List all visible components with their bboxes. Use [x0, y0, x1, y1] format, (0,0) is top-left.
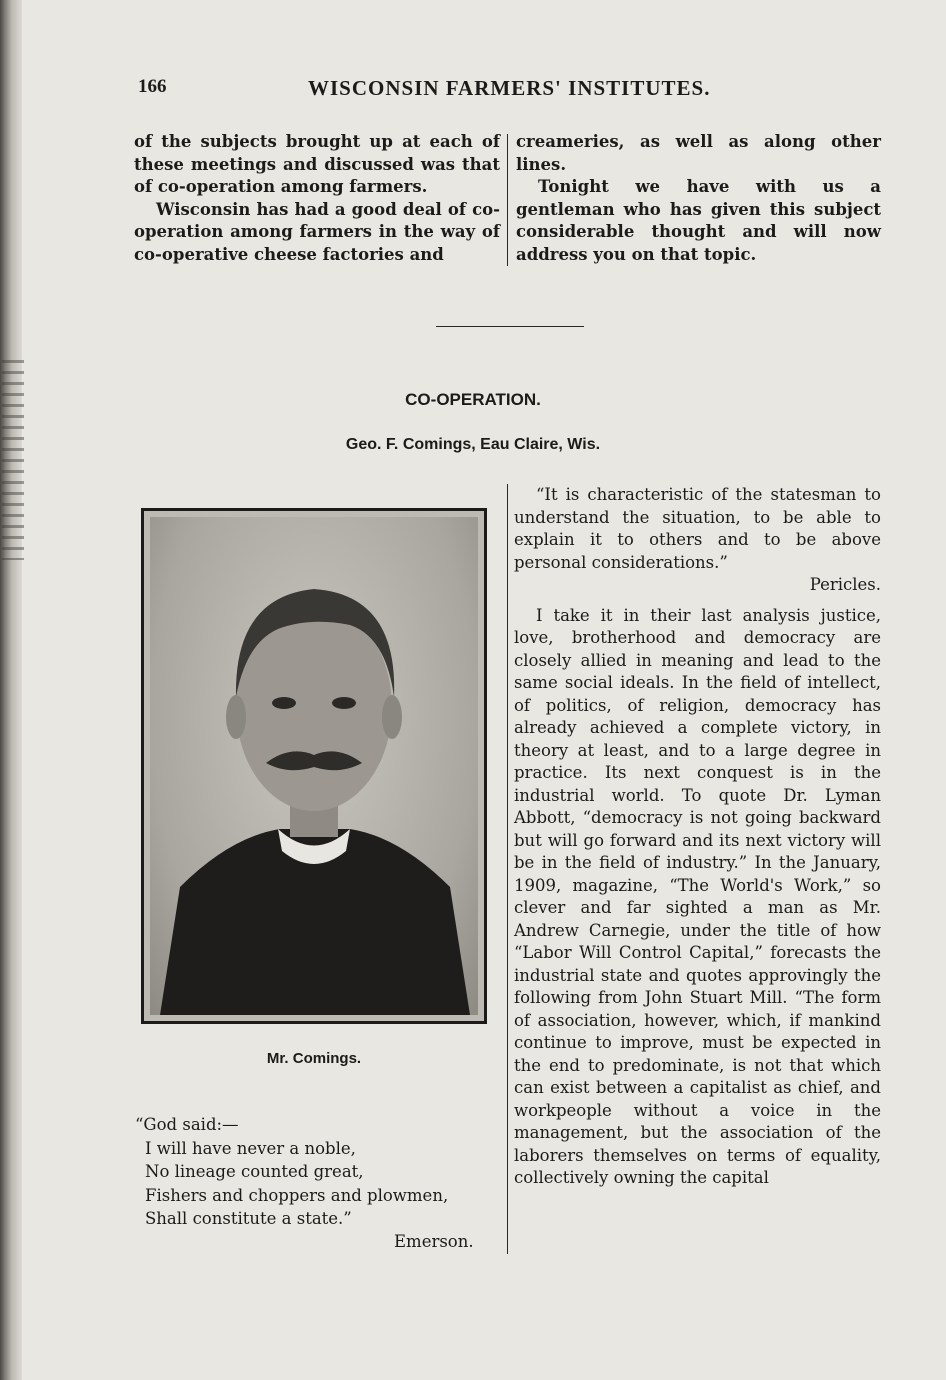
poem-line: I will have never a noble, — [145, 1138, 356, 1158]
epigraph-attribution: Pericles. — [809, 575, 881, 594]
portrait-caption: Mr. Comings. — [266, 1050, 362, 1067]
intro-right-para-2: Tonight we have with us a gentleman who has given this subject considerable thought and will now address you on that topic. — [516, 177, 881, 264]
body-paragraph: I take it in their last analysis justice, love, brotherhood and democracy are closely allied in meaning and lead to the same social ideals. In the field of intellect, of politics, of religion, democracy has already achieved a complete victory, in theory at least, and to a large degree in practice. Its next conquest is in the industrial world. To quote Dr. Lyman Abbott, “democracy is not going backward but will go forward and its next victory will be in the field of industry.” In the January, 1909, magazine, “The World's Work,” so clever and far sighted a man as Mr. Andrew Carnegie, under the title of how “Labor Will Control Capital,” forecasts the industrial state and quotes approvingly the following from John Stuart Mill. “The form of association, however, which, if mankind continue to improve, must be expected in the end to predominate, is not that which can exist between a capitalist as chief, and workpeople without a voice in the management, but the association of the laborers themselves on terms of equality, collectively owning the capital — [514, 605, 881, 1187]
poem-line: “God said:— — [135, 1115, 239, 1134]
poem-line: Fishers and choppers and plowmen, — [145, 1185, 449, 1205]
page-edge — [0, 0, 22, 1380]
intro-left-column — [134, 131, 500, 266]
portrait-photo — [141, 508, 487, 1024]
article-right-column — [514, 484, 881, 1190]
intro-left-para-2: Wisconsin has had a good deal of co-operation among farmers in the way of co-operative cheese factories and — [134, 199, 500, 264]
poem-line: Shall constitute a state.” — [145, 1209, 352, 1228]
portrait-illustration — [150, 517, 478, 1015]
page-number: 166 — [138, 76, 167, 97]
intro-right-para-1: creameries, as well as along other lines. — [516, 132, 881, 174]
running-title: WISCONSIN FARMERS' INSTITUTES. — [308, 76, 711, 100]
intro-left-para-1: of the subjects brought up at each of these meetings and discussed was that of co-operation among farmers. — [134, 132, 500, 196]
intro-right-column — [516, 131, 881, 266]
poem-attribution: Emerson. — [394, 1232, 474, 1251]
article-column-divider — [507, 484, 508, 1254]
intro-column-divider — [507, 134, 508, 266]
section-divider — [436, 326, 584, 327]
poem-line: No lineage counted great, — [145, 1162, 364, 1181]
epigraph-text: “It is characteristic of the statesman to understand the situation, to be able to explain it to others and to be above personal considerations.” — [514, 485, 881, 572]
article-byline: Geo. F. Comings, Eau Claire, Wis. — [345, 436, 601, 453]
poem — [135, 1113, 448, 1231]
article-title: CO-OPERATION. — [405, 390, 541, 409]
